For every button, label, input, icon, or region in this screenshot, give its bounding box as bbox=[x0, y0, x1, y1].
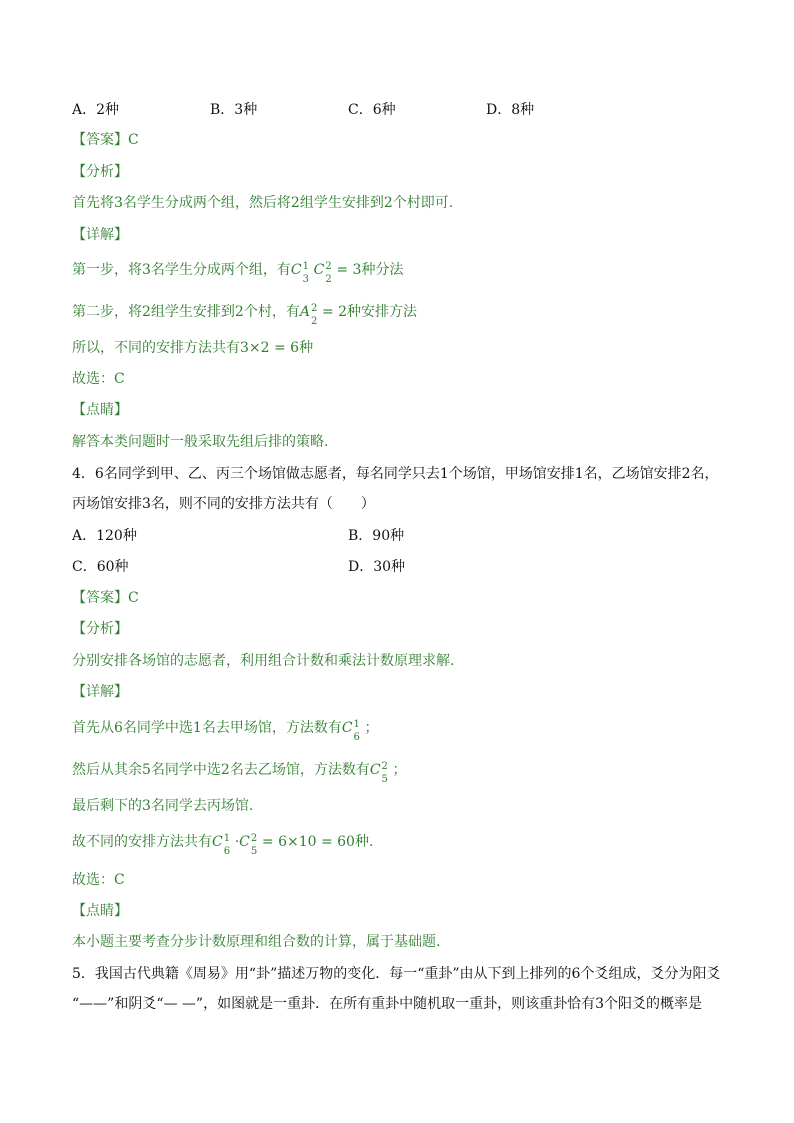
detail-text: 然后从其余5名同学中选2名去乙场馆，方法数有 bbox=[72, 762, 370, 778]
arrangement-a: A bbox=[299, 304, 310, 320]
step1-text: 第一步，将3名学生分成两个组，有 bbox=[72, 262, 291, 278]
sup: 2 bbox=[325, 261, 332, 272]
q3-comment-text: 解答本类问题时一般采取先组后排的策略. bbox=[72, 434, 329, 450]
answer-label: 【答案】 bbox=[72, 590, 128, 606]
q3-option-d: D．8种 bbox=[486, 102, 535, 118]
detail-suffix: ； bbox=[392, 762, 407, 778]
q3-comment-label bbox=[72, 400, 128, 420]
q4-stem-line1: 4．6名同学到甲、乙、丙三个场馆做志愿者，每名同学只去1个场馆，甲场馆安排1名，乙场馆安排2名， bbox=[72, 466, 719, 482]
q4-detail-step4 bbox=[72, 832, 374, 857]
q3-analysis-label bbox=[72, 162, 128, 182]
q4-options-row2 bbox=[72, 557, 722, 577]
q3-choose: 故选：C bbox=[72, 371, 125, 387]
index-pair bbox=[310, 303, 320, 327]
sub: 2 bbox=[325, 274, 332, 285]
q5-stem-line1: 5．我国古代典籍《周易》用“卦”描述万物的变化．每一“重卦”由从下到上排列的6个爻组成，爻分为阳爻 bbox=[72, 966, 721, 982]
q3-option-b: B．3种 bbox=[210, 102, 258, 118]
answer-value: C bbox=[128, 132, 139, 148]
sup: 1 bbox=[353, 719, 360, 730]
answer-value: C bbox=[128, 590, 139, 606]
q4-options-row1 bbox=[72, 526, 722, 546]
sup: 2 bbox=[250, 833, 258, 844]
q3-detail-label bbox=[72, 225, 128, 245]
index-pair bbox=[353, 719, 363, 743]
q3-option-a: A．2种 bbox=[72, 102, 120, 118]
q3-option-c: C．6种 bbox=[348, 102, 396, 118]
sup: 2 bbox=[310, 303, 318, 314]
sub: 5 bbox=[250, 846, 258, 857]
combination-c: C bbox=[369, 762, 381, 778]
sup: 1 bbox=[302, 261, 310, 272]
index-pair bbox=[250, 833, 260, 857]
q3-step1 bbox=[72, 260, 404, 285]
comment-label: 【点睛】 bbox=[72, 402, 128, 418]
q4-option-d: D．30种 bbox=[348, 559, 406, 575]
q4-analysis-text: 分别安排各场馆的志愿者，利用组合计数和乘法计数原理求解. bbox=[72, 653, 455, 669]
q4-stem-line2: 丙场馆安排3名，则不同的安排方法共有（ ） bbox=[72, 496, 375, 512]
step1-suffix: 种分法 bbox=[361, 262, 404, 278]
q3-total: 所以，不同的安排方法共有3×2 = 6种 bbox=[72, 340, 314, 356]
q4-answer bbox=[72, 588, 139, 608]
q4-option-a: A．120种 bbox=[72, 528, 137, 544]
analysis-label: 【分析】 bbox=[72, 164, 128, 180]
q3-answer bbox=[72, 130, 139, 150]
step2-text: 第二步，将2组学生安排到2个村，有 bbox=[72, 304, 300, 320]
sup: 2 bbox=[381, 761, 388, 772]
q4-option-b: B．90种 bbox=[348, 528, 405, 544]
index-pair bbox=[223, 833, 233, 857]
q4-comment-text: 本小题主要考查分步计数原理和组合数的计算，属于基础题. bbox=[72, 934, 441, 950]
combination-c: C bbox=[290, 262, 302, 278]
equals-value: = 3 bbox=[336, 262, 362, 278]
q4-option-c: C．60种 bbox=[72, 559, 129, 575]
combination-c: C bbox=[313, 262, 325, 278]
step2-suffix: 种安排方法 bbox=[347, 304, 418, 320]
detail-text: 首先从6名同学中选1名去甲场馆，方法数有 bbox=[72, 720, 342, 736]
analysis-label: 【分析】 bbox=[72, 621, 128, 637]
index-pair bbox=[325, 261, 334, 285]
q3-options bbox=[72, 100, 722, 120]
detail-suffix: = 6×10 = 60种. bbox=[261, 834, 374, 850]
q4-detail-label bbox=[72, 682, 128, 702]
sub: 6 bbox=[353, 732, 360, 743]
q4-comment-label bbox=[72, 901, 128, 921]
detail-label: 【详解】 bbox=[72, 684, 128, 700]
q4-detail-step2 bbox=[72, 760, 407, 785]
sub: 3 bbox=[302, 274, 310, 285]
q4-detail-step1 bbox=[72, 718, 379, 743]
sup: 1 bbox=[223, 833, 231, 844]
detail-suffix: ； bbox=[364, 720, 379, 736]
q4-analysis-label bbox=[72, 619, 128, 639]
answer-label: 【答案】 bbox=[72, 132, 128, 148]
combination-c: C bbox=[212, 834, 223, 850]
equals-value: = 2 bbox=[321, 304, 348, 320]
q3-step2 bbox=[72, 302, 418, 327]
sub: 6 bbox=[223, 846, 231, 857]
combination-c: C bbox=[341, 720, 353, 736]
comment-label: 【点睛】 bbox=[72, 903, 128, 919]
q4-choose: 故选：C bbox=[72, 872, 125, 888]
detail-text: 故不同的安排方法共有 bbox=[72, 834, 212, 850]
q3-analysis-text: 首先将3名学生分成两个组，然后将2组学生安排到2个村即可. bbox=[72, 195, 454, 211]
dot-operator: · bbox=[234, 834, 240, 850]
sub: 2 bbox=[310, 316, 318, 327]
sub: 5 bbox=[381, 774, 388, 785]
q5-stem-line2: “——”和阴爻“— —”，如图就是一重卦．在所有重卦中随机取一重卦，则该重卦恰有3个阳爻的概率是 bbox=[72, 996, 702, 1012]
combination-c: C bbox=[239, 834, 250, 850]
index-pair bbox=[302, 261, 312, 285]
q4-detail-step3: 最后剩下的3名同学去丙场馆. bbox=[72, 798, 254, 814]
detail-label: 【详解】 bbox=[72, 227, 128, 243]
index-pair bbox=[381, 761, 391, 785]
